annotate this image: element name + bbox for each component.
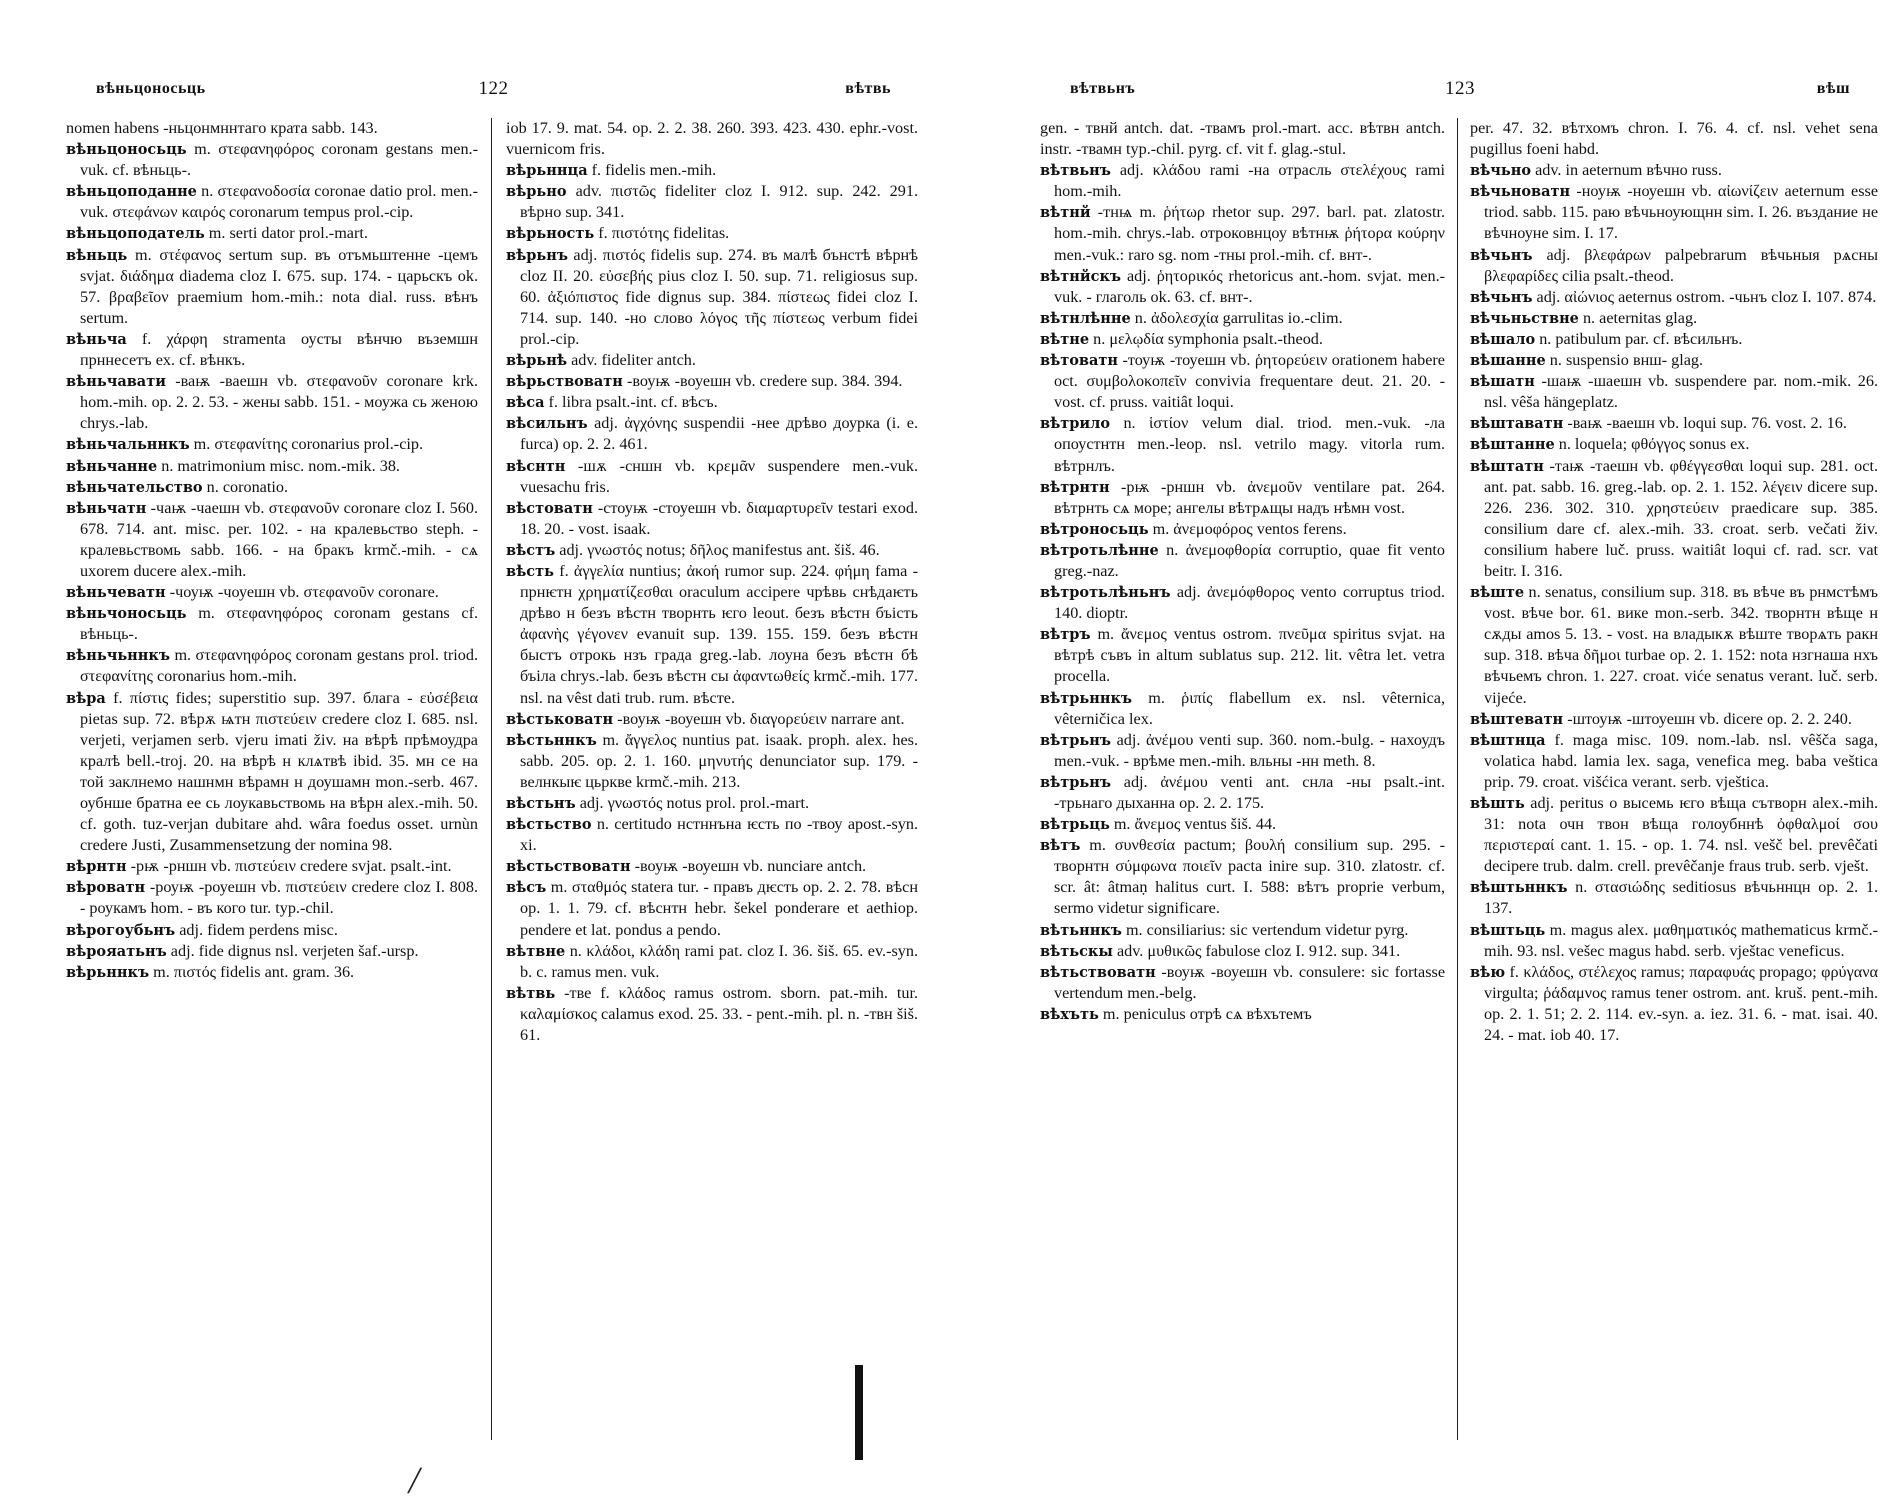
- entry-text: n. senatus, consilium sup. 318. въ вѣче въ рнмстѣмъ vost. вѣче bor. 61. вике mon.-serb. 342. творнтн вѣще н сѫды amos 5. 13. - vost. на владыкѫ вѣште творѧть ракн sup. 318. вѣча δῆμοι turbae op. 2. 1. 152: nota нзгнаша нхъ вѣчьемъ chron. 1. 227. croat. viće senatus verant. luč. serb. vijeće.: [1484, 583, 1878, 707]
- entry-text: -стоуѭ -стоуешн vb. διαμαρτυρεῖν testari exod. 18. 20. - vost. isaak.: [520, 498, 918, 538]
- dictionary-entry: [506, 350, 918, 371]
- entry-headword: вѣштанне: [1470, 436, 1555, 454]
- dictionary-entry: [66, 603, 478, 645]
- dictionary-entry: [66, 856, 478, 877]
- scan-edge-bar: [855, 1365, 863, 1460]
- entry-text: per. 47. 32. вѣтхомъ chron. I. 76. 4. cf. nsl. vehet sena pugillus foeni habd.: [1470, 119, 1878, 159]
- dictionary-entry: [66, 941, 478, 962]
- dictionary-entry: [506, 181, 918, 223]
- entry-text: -воуѭ -воуешн vb. nunciare antch.: [634, 857, 867, 876]
- dictionary-entry: [1470, 962, 1878, 1046]
- entry-headword: вѣтнлѣнне: [1040, 309, 1131, 327]
- dictionary-entry: [66, 223, 478, 244]
- entry-text: n. loquela; φθόγγος sonus ex.: [1558, 435, 1750, 454]
- dictionary-entry: [1040, 308, 1445, 329]
- entry-text: n. patibulum par. cf. вѣсильнъ.: [1539, 329, 1743, 348]
- entry-headword: вѣтрьць: [1040, 816, 1110, 834]
- entry-headword: вѣтнйскъ: [1040, 267, 1122, 285]
- column-left: [1040, 118, 1445, 1478]
- entry-text: iob 17. 9. mat. 54. op. 2. 2. 38. 260. 393. 423. 430. ephr.-vost. vuernicom fris.: [506, 119, 918, 159]
- entry-headword: вѣтрьнъ: [1040, 773, 1111, 791]
- entry-headword: вѣчьноватн: [1470, 183, 1571, 201]
- entry-text: n. στεφανοδοσία coronae datio prol. men.-vuk. στεφάνων καιρός coronarum tempus prol.-cip.: [80, 182, 478, 222]
- dictionary-entry: [1040, 835, 1445, 919]
- entry-headword: вѣтротьлѣньнъ: [1040, 584, 1171, 602]
- column-left: [66, 118, 478, 1478]
- dictionary-entry: [1040, 730, 1445, 772]
- entry-text: n. κλάδοι, κλάδη rami pat. cloz I. 36. šiš. 65. ev.-syn. b. c. ramus men. vuk.: [520, 941, 918, 981]
- dictionary-entry: [1040, 329, 1445, 350]
- entry-text: -рѭ -рншн vb. ἀνεμοῦν ventilare pat. 264. вѣтрнть сѧ море; ангелы вѣтрѧщы надъ нѣмн vost.: [1054, 477, 1445, 517]
- pen-mark-icon: ╱: [408, 1468, 422, 1493]
- dictionary-entry: [506, 223, 918, 244]
- entry-headword: вѣтвне: [506, 942, 566, 960]
- entry-headword: вѣньчьннкъ: [66, 647, 170, 665]
- left-page: [66, 78, 921, 1478]
- entry-text: adv. fideliter antch.: [571, 351, 696, 370]
- entry-headword: вѣстьннкъ: [506, 731, 597, 749]
- entry-headword: вѣштеватн: [1470, 710, 1564, 728]
- entry-headword: вѣсильнъ: [506, 415, 588, 433]
- entry-headword: вѣрьннкъ: [66, 963, 150, 981]
- dictionary-entry: [506, 498, 918, 540]
- entry-headword: вѣтрнтн: [1040, 478, 1110, 496]
- entry-text: nomen habens -ньцонмннтаго крата sabb. 143.: [66, 119, 378, 137]
- dictionary-entry: [1040, 266, 1445, 308]
- entry-headword: вѣтротьлѣнне: [1040, 541, 1159, 559]
- entry-text: n. ἀδολεσχία garrulitas io.-clim.: [1134, 308, 1343, 327]
- entry-text: -воуѭ -воуешн vb. credere sup. 384. 394.: [626, 372, 903, 391]
- entry-text: -чаѭ -чаешн vb. στεφανοῦν coronare cloz I. 560. 678. 714. ant. misc. per. 102. - на кралевьство steph. - кралевьствомь sabb. 166. - на бракъ krmč.-mih. - сѧ uxorem ducere alex.-mih.: [80, 498, 478, 580]
- entry-headword: вѣроватн: [66, 879, 146, 897]
- entry-text: m. consiliarius: sic vertendum videtur pyrg.: [1125, 920, 1409, 939]
- entry-headword: вѣньча: [66, 330, 127, 348]
- dictionary-entry: [66, 139, 478, 181]
- entry-text: adv. in aeternum вѣчно russ.: [1535, 161, 1722, 180]
- entry-headword: вѣтьннкъ: [1040, 921, 1122, 939]
- running-header-right-page: [1040, 78, 1880, 104]
- entry-headword: вѣстьствоватн: [506, 858, 631, 876]
- entry-text: adv. μυθικῶς fabulose cloz I. 912. sup. 341.: [1116, 941, 1401, 960]
- dictionary-entry: [506, 413, 918, 455]
- entry-headword: вѣштаватн: [1470, 415, 1564, 433]
- entry-text: adv. πιστῶς fideliter cloz I. 912. sup. 242. 291. вѣрно sup. 341.: [520, 182, 918, 222]
- dictionary-entry: [506, 561, 918, 709]
- entry-headword: вѣштатн: [1470, 457, 1544, 475]
- entry-headword: вѣрьствоватн: [506, 373, 623, 391]
- dictionary-entry: [1040, 350, 1445, 413]
- page-number: 122: [478, 78, 509, 99]
- entry-headword: вѣра: [66, 689, 106, 707]
- entry-headword: вѣстоватн: [506, 499, 593, 517]
- entry-text: f. χάρφη stramenta оусты вѣнчю въземшн прннесетъ ex. cf. вѣнкъ.: [80, 329, 478, 370]
- dictionary-entry: [1040, 582, 1445, 624]
- dictionary-entry: [66, 920, 478, 941]
- entry-text: n. μελῳδία symphonia psalt.-theod.: [1093, 329, 1323, 348]
- dictionary-entry: [1040, 962, 1445, 1004]
- entry-headword: вѣрьность: [506, 225, 595, 243]
- entry-headword: вѣсъ: [506, 879, 547, 897]
- dictionary-entry: [66, 877, 478, 919]
- entry-text: n. certitudo нстннъна ѥсть по -твоу apost.-syn. xi.: [520, 815, 918, 855]
- entry-headword: вѣньчоносьць: [66, 605, 187, 623]
- entry-headword: вѣште: [1470, 584, 1525, 602]
- entry-headword: вѣньцоносьць: [66, 141, 187, 159]
- entry-text: -тве f. κλάδος ramus ostrom. sborn. pat.-mih. tur. καλαμίσκος calamus exod. 25. 33. - pent.-mih. pl. n. -твн šiš. 61.: [520, 983, 918, 1045]
- entry-headword: вѣшатн: [1470, 373, 1535, 391]
- entry-headword: вѣрьнѣ: [506, 352, 568, 370]
- dictionary-entry: [66, 962, 478, 983]
- dictionary-entry: [1470, 287, 1878, 308]
- dictionary-entry: [506, 456, 918, 498]
- entry-text: -воуѭ -воуешн vb. διαγορεύειν narrare ant.: [617, 709, 905, 728]
- dictionary-entry: [66, 371, 478, 434]
- entry-headword: вѣньчальннкъ: [66, 436, 190, 454]
- entry-text: f. πίστις fides; superstitio sup. 397. блага - εὐσέβεια pietas sup. 72. вѣрѫ ѩтн πιστεύειν credere cloz I. 685. nsl. verjeti, verjamen serb. vjeru imati živ. на вѣрѣ прѣмоудра кралѣ bell.-troj. 20. на вѣрѣ н клѧтвѣ ibid. 35. мн се на той заклнемо нашнмн вѣрамн н доушамн mon.-serb. 467. оубнше братна ее сь лоукавьствомь на вѣрн alex.-mih. 50. cf. goth. tuz-verjan dubitare ahd. wâra foedus osset. urnùn credere Justi, Zusammensetzung der nomina 98.: [80, 688, 478, 855]
- dictionary-entry: [1040, 941, 1445, 962]
- dictionary-entry: [506, 392, 918, 413]
- entry-text: m. στεφανηφόρος coronam gestans cf. вѣньць-.: [80, 604, 478, 644]
- entry-text: -шаѭ -шаешн vb. suspendere par. nom.-mik. 26. nsl. vêša hängeplatz.: [1484, 372, 1878, 412]
- column-right: [506, 118, 918, 1478]
- entry-text: f. maga misc. 109. nom.-lab. nsl. vêšča saga, volatica habd. lamia lex. saga, venefica meg. baba veštica prip. 79. croat. višćica verant. serb. vještica.: [1484, 730, 1878, 791]
- dictionary-entry: [66, 456, 478, 477]
- dictionary-entry: [506, 793, 918, 814]
- columns: [1040, 118, 1880, 1478]
- dictionary-entry: [66, 498, 478, 582]
- entry-headword: вѣрнтн: [66, 858, 127, 876]
- dictionary-entry: [66, 329, 478, 371]
- entry-headword: вѣньцоподанне: [66, 183, 197, 201]
- entry-text: adj. γνωστός notus; δῆλος manifestus ant. šiš. 46.: [559, 540, 880, 559]
- dictionary-entry: [66, 181, 478, 223]
- entry-headword: вѣрогоубьнъ: [66, 921, 176, 939]
- entry-headword: вѣсть: [506, 562, 554, 580]
- dictionary-entry: [66, 582, 478, 603]
- dictionary-entry: [66, 245, 478, 329]
- dictionary-entry: [506, 245, 918, 350]
- dictionary-entry: [1040, 624, 1445, 687]
- dictionary-entry: [1470, 160, 1878, 181]
- header-right-catchword: вѣш: [1816, 80, 1850, 97]
- entry-headword: вѣтвьнъ: [1040, 162, 1111, 180]
- entry-text: n. aeternitas glag.: [1582, 308, 1698, 327]
- column-divider: [1457, 118, 1458, 1440]
- entry-headword: вѣснтн: [506, 457, 566, 475]
- entry-headword: вѣтнй: [1040, 204, 1091, 222]
- dictionary-entry: [506, 877, 918, 940]
- entry-headword: вѣньцоподатель: [66, 225, 205, 243]
- dictionary-entry: [1040, 160, 1445, 202]
- dictionary-entry: [1470, 245, 1878, 287]
- entry-headword: вѣю: [1470, 963, 1506, 981]
- dictionary-entry: [1470, 582, 1878, 709]
- entry-text: f. fidelis men.-mih.: [591, 161, 717, 180]
- entry-text: m. σταθμός statera tur. - правъ дѥсть op. 2. 2. 78. вѣсн op. 1. 1. 79. cf. вѣснтн hebr. šekel ponderare et aethiop. pendere et lat. pondus a pendo.: [520, 878, 918, 939]
- entry-text: -чоуѭ -чоуешн vb. στεφανοῦν coronare.: [169, 583, 439, 602]
- dictionary-entry: [1040, 1004, 1445, 1025]
- entry-headword: вѣтне: [1040, 330, 1090, 348]
- entry-text: adj. αἰώνιος aeternus ostrom. -чьнъ cloz I. 107. 874.: [1536, 287, 1877, 306]
- entry-text: f. ἀγγελία nuntius; ἀκοή rumor sup. 224. φήμη fama - прнѥтн χρηματίζεσθαι oraculum accipere чрѣвь снѣдаѥть дрѣво н безъ вѣстн творнть ѥго leout. безъ вѣстн бъість ἀφανὴς γέγονεν evanuit sup. 139. 155. 159. безъ вѣстн быстъ отрокь нзъ града greg.-lab. лоуна безъ вѣстн бѣ бъіла chrys.-lab. безъ вѣстн сы ἀφαντωθείς krmč.-mih. 177. nsl. na vêst dati trub. rum. вѣсте.: [520, 561, 918, 707]
- entry-headword: вѣтръ: [1040, 626, 1091, 644]
- entry-headword: вѣшало: [1470, 330, 1536, 348]
- dictionary-entry: [66, 645, 478, 687]
- dictionary-entry: [1040, 814, 1445, 835]
- entry-text: n. suspensio внш- glag.: [1549, 351, 1704, 370]
- entry-text: -роуѭ -роуешн vb. πιστεύειν credere cloz I. 808. - роукамъ hom. - въ кого tur. typ.-chil.: [80, 878, 478, 918]
- entry-headword: вѣтоватн: [1040, 352, 1118, 370]
- column-divider: [491, 118, 492, 1440]
- dictionary-entry: [506, 371, 918, 392]
- entry-headword: вѣчьньствне: [1470, 309, 1579, 327]
- entry-headword: вѣрьнъ: [506, 246, 568, 264]
- entry-headword: вѣньчанне: [66, 457, 158, 475]
- columns: [66, 118, 921, 1478]
- entry-headword: вѣньчательство: [66, 478, 203, 496]
- dictionary-entry: [506, 118, 918, 160]
- entry-headword: вѣшть: [1470, 795, 1525, 812]
- entry-text: m. στεφανηφόρος coronam gestans men.-vuk. cf. вѣньць-.: [80, 140, 478, 180]
- entry-text: -воуѭ -воуешн vb. consulere: sic fortasse vertendum men.-belg.: [1054, 962, 1445, 1002]
- header-left-catchword: вѣньцоносьць: [96, 80, 206, 97]
- dictionary-entry: [66, 688, 478, 857]
- entry-headword: вѣчьнъ: [1470, 288, 1533, 306]
- dictionary-entry: [1470, 709, 1878, 730]
- entry-text: -таѭ -таешн vb. φθέγγεσθαι loqui sup. 281. oct. ant. pat. sabb. 16. greg.-lab. op. 2. 1. 152. λέγειν dicere sup. 226. 236. 302. 310. χρηστεύειν praedicare sup. 385. consilium dare cf. alex.-mih. 33. croat. serb. večati živ. consilium habere luč. pruss. waitiât loqui cf. rad. scr. vat beitr. I. 316.: [1484, 456, 1878, 580]
- dictionary-entry: [506, 814, 918, 856]
- entry-text: m. ἄνεμος ventus ostrom. πνεῦμα spiritus svjat. на вѣтрѣ съвъ in altum sublatus sup. 212. lit. vêtra let. vetra procella.: [1054, 625, 1445, 686]
- dictionary-entry: [506, 856, 918, 877]
- entry-headword: вѣстъ: [506, 541, 556, 559]
- dictionary-entry: [1470, 308, 1878, 329]
- header-left-catchword: вѣтвьнъ: [1070, 80, 1136, 97]
- dictionary-entry: [1470, 413, 1878, 434]
- dictionary-entry: [1470, 350, 1878, 371]
- entry-headword: вѣрьннца: [506, 162, 588, 180]
- entry-text: f. κλάδος, στέλεχος ramus; παραφυάς propago; φρύγανα virgulta; ῥάδαμνος ramus tener ostrom. ant. kruš. pent.-mih. op. 2. 1. 51; 2. 2. 114. ev.-syn. a. iez. 31. 6. - mat. isai. 40. 24. - mat. iob 40. 17.: [1484, 962, 1878, 1045]
- dictionary-entry: [1040, 540, 1445, 582]
- entry-text: adj. ἀνέμου venti ant. снла -ны psalt.-int. -трьнаго дыханна op. 2. 2. 175.: [1054, 772, 1445, 812]
- entry-headword: вѣчьно: [1470, 162, 1532, 180]
- entry-headword: вѣштьннкъ: [1470, 879, 1568, 897]
- entry-text: m. magus alex. μαθηματικός mathematicus krmč.-mih. 93. nsl. vešec magus habd. serb. vještac veneficus.: [1484, 920, 1878, 960]
- dictionary-entry: [1470, 456, 1878, 583]
- entry-text: m. ἀνεμοφόρος ventos ferens.: [1152, 519, 1347, 538]
- header-right-catchword: вѣтвь: [845, 80, 891, 97]
- entry-text: n. στασιώδης seditiosus вѣчьннцн op. 2. 1. 137.: [1484, 878, 1878, 918]
- entry-text: m. στεφανίτης coronarius prol.-cip.: [193, 435, 424, 454]
- dictionary-entry: [66, 118, 478, 139]
- entry-headword: вѣштьць: [1470, 921, 1546, 939]
- entry-headword: вѣтьскы: [1040, 942, 1113, 960]
- dictionary-entry: [506, 730, 918, 793]
- entry-text: m. ῥιπίς flabellum ex. nsl. vêternica, vêterničica lex.: [1054, 688, 1445, 728]
- entry-headword: вѣтрьннкъ: [1040, 689, 1133, 707]
- dictionary-entry: [506, 160, 918, 181]
- entry-text: m. ἄγγελος nuntius pat. isaak. proph. alex. hes. sabb. 205. op. 2. 1. 160. μηνυτής denunciator sup. 179. - велнкыѥ цьркве krmč.-mih. 213.: [520, 730, 918, 791]
- page-number: 123: [1445, 78, 1475, 99]
- dictionary-entry: [1470, 118, 1878, 160]
- entry-headword: вѣтрьнъ: [1040, 731, 1111, 749]
- entry-text: -тоуѭ -тоуешн vb. ῥητορεύειν orationem habere oct. συμβολοκοπεῖν convivia frequentare deut. 21. 20. - vost. cf. pruss. vaitiât loqui.: [1054, 351, 1445, 412]
- entry-text: m. συνθεσία pactum; βουλή consilium sup. 295. - творнтн σύμφωνα ποιεῖν pacta inire sup. 310. zlatostr. cf. scr. ât: âtmaṇ halitus curt. I. 588: вѣтъ proprie verbum, sermo videtur significare.: [1054, 836, 1445, 918]
- entry-headword: вѣрояатьнъ: [66, 942, 167, 960]
- entry-text: adj. βλεφάρων palpebrarum вѣчьныя рѧсны βλεφαρίδες cilia psalt.-theod.: [1484, 245, 1878, 285]
- entry-text: n. ἱστίον velum dial. triod. men.-vuk. -ла опоустнтн men.-leop. nsl. vetrilo magy. vitorla rum. вѣтрнлъ.: [1054, 414, 1445, 475]
- entry-text: adj. ἀνέμου venti sup. 360. nom.-bulg. - нахоудъ men.-vuk. - врѣме men.-mih. вльны -нн meth. 8.: [1054, 730, 1445, 770]
- entry-text: adj. ἀγχόνης suspendii -нее дрѣво доурка (i. e. furca) op. 2. 2. 461.: [520, 414, 918, 454]
- entry-headword: вѣстьнъ: [506, 795, 576, 812]
- entry-headword: вѣшанне: [1470, 352, 1546, 370]
- dictionary-entry: [506, 941, 918, 983]
- entry-text: -рѭ -рншн vb. πιστεύειν credere svjat. psalt.-int.: [130, 857, 452, 876]
- dictionary-entry: [506, 983, 918, 1046]
- entry-headword: вѣтьствоватн: [1040, 963, 1156, 981]
- entry-text: adj. γνωστός notus prol. prol.-mart.: [579, 794, 810, 812]
- entry-text: n. ἀνεμοφθορία corruptio, quae fit vento greg.-naz.: [1054, 540, 1445, 580]
- entry-headword: вѣньць: [66, 246, 128, 264]
- entry-headword: вѣньчеватн: [66, 584, 166, 602]
- dictionary-entry: [1470, 877, 1878, 919]
- entry-text: -ваѭ -ваешн vb. loqui sup. 76. vost. 2. 16.: [1567, 414, 1847, 433]
- entry-text: adj. πιστός fidelis sup. 274. въ малѣ бънстѣ вѣрнѣ cloz II. 20. εὐσεβής pius cloz I. 50. sup. 71. religiosus sup. 60. ἀξιόπιστος fide dignus sup. 384. πίστεως fidei cloz I. 714. sup. 140. -но слово λόγος τῆς πίστεως verbum fidei prol.-cip.: [520, 245, 918, 348]
- entry-text: gen. - твнй antch. dat. -твамъ prol.-mart. acc. вѣтвн antch. instr. -твамн typ.-chil. pyrg. cf. vit f. glag.-stul.: [1040, 119, 1445, 159]
- dictionary-entry: [1040, 413, 1445, 476]
- dictionary-entry: [1470, 434, 1878, 455]
- dictionary-entry: [1470, 730, 1878, 793]
- entry-text: -ноуѭ -ноуешн vb. αἰωνίζειν aeternum esse triod. sabb. 115. раю вѣчьноующнн sim. I. 26. въздание не вѣчноуне sim. I. 17.: [1484, 182, 1878, 243]
- entry-text: n. coronatio.: [206, 477, 288, 496]
- dictionary-entry: [1040, 519, 1445, 540]
- dictionary-entry: [506, 709, 918, 730]
- entry-headword: вѣтъ: [1040, 837, 1081, 855]
- entry-text: -тнѩ m. ῥήτωρ rhetor sup. 297. barl. pat. zlatostr. hom.-mih. chrys.-lab. отроковнцоу вѣтнѭ ῥήτορα κούρην men.-vuk.: raro sg. nom -тны prol.-mih. cf. внт-.: [1054, 203, 1445, 264]
- entry-text: adj. ῥητορικός rhetoricus ant.-hom. svjat. men.-vuk. - глаголь ok. 63. cf. внт-.: [1054, 266, 1445, 306]
- entry-text: m. serti dator prol.-mart.: [208, 224, 368, 243]
- running-header-left-page: [66, 78, 921, 104]
- entry-text: adj. fide dignus nsl. verjeten šaf.-ursp.: [170, 941, 419, 960]
- entry-headword: вѣрьно: [506, 183, 567, 201]
- dictionary-entry: [1040, 477, 1445, 519]
- right-page: [1040, 78, 1880, 1478]
- dictionary-entry: [1470, 181, 1878, 244]
- entry-headword: вѣстьство: [506, 816, 592, 834]
- dictionary-entry: [1470, 371, 1878, 413]
- entry-headword: вѣхъть: [1040, 1005, 1099, 1023]
- dictionary-entry: [1040, 118, 1445, 160]
- entry-text: -шѫ -сншн vb. κρεμᾶν suspendere men.-vuk. vuesachu fris.: [520, 456, 918, 496]
- entry-text: m. peniculus отрѣ сѧ вѣхътемъ: [1102, 1004, 1312, 1023]
- entry-headword: вѣстьковатн: [506, 710, 614, 728]
- entry-text: -штоуѭ -штоуешн vb. dicere op. 2. 2. 240.: [1567, 709, 1852, 728]
- dictionary-entry: [506, 540, 918, 561]
- entry-headword: вѣньчатн: [66, 499, 147, 517]
- entry-text: f. πιστότης fidelitas.: [598, 224, 730, 243]
- dictionary-entry: [66, 434, 478, 455]
- entry-headword: вѣтвь: [506, 984, 556, 1002]
- entry-headword: вѣштнца: [1470, 731, 1546, 749]
- entry-headword: вѣтрило: [1040, 415, 1111, 433]
- column-right: [1470, 118, 1878, 1478]
- entry-text: m. πιστός fidelis ant. gram. 36.: [153, 962, 355, 981]
- entry-text: adj. ἀνεμόφθορος vento corruptus triod. 140. dioptr.: [1054, 583, 1445, 623]
- dictionary-entry: [1040, 202, 1445, 265]
- entry-text: m. ἄνεμος ventus šiš. 44.: [1113, 815, 1277, 834]
- dictionary-entry: [1040, 772, 1445, 814]
- entry-text: m. στέφανος sertum sup. въ отъмьштенне -цемъ svjat. διάδημα diadema cloz I. 675. sup. 174. - царьскъ ok. 57. βραβεῖον praemium hom.-mih.: nota dial. russ. вѣнъ sertum.: [80, 245, 478, 327]
- dictionary-entry: [1040, 920, 1445, 941]
- entry-text: m. στεφανηφόρος coronam gestans prol. triod. στεφανίτης coronarius hom.-mih.: [80, 646, 478, 686]
- dictionary-entry: [1470, 329, 1878, 350]
- entry-text: n. matrimonium misc. nom.-mik. 38.: [161, 456, 400, 475]
- dictionary-entry: [66, 477, 478, 498]
- entry-text: adj. peritus о высемь ѥго вѣща сътворн alex.-mih. 31: nota очн твон вѣща голоубннѣ ὀφθαλμοί σου περιστεραί cant. 1. 15. - op. 1. 74. nsl. vešč bel. prevêčati decipere trub. dalm. crell. prevêčanje fraus trub. serb. vješt.: [1484, 794, 1878, 876]
- entry-text: f. libra psalt.-int. cf. вѣсъ.: [548, 393, 718, 412]
- dictionary-entry: [1040, 688, 1445, 730]
- entry-text: -ваѭ -ваешн vb. στεφανοῦν coronare krk. hom.-mih. op. 2. 2. 53. - жены sabb. 151. - моужа сь женою chrys.-lab.: [80, 372, 478, 433]
- dictionary-entry: [1470, 793, 1878, 877]
- entry-text: adj. κλάδου rami -на отрасль στελέχους rami hom.-mih.: [1054, 161, 1445, 201]
- entry-text: adj. fidem perdens misc.: [179, 920, 338, 939]
- entry-headword: вѣтроносьць: [1040, 520, 1149, 538]
- entry-headword: вѣса: [506, 394, 545, 412]
- entry-headword: вѣньчавати: [66, 373, 166, 391]
- entry-headword: вѣчьнъ: [1470, 246, 1533, 264]
- dictionary-entry: [1470, 920, 1878, 962]
